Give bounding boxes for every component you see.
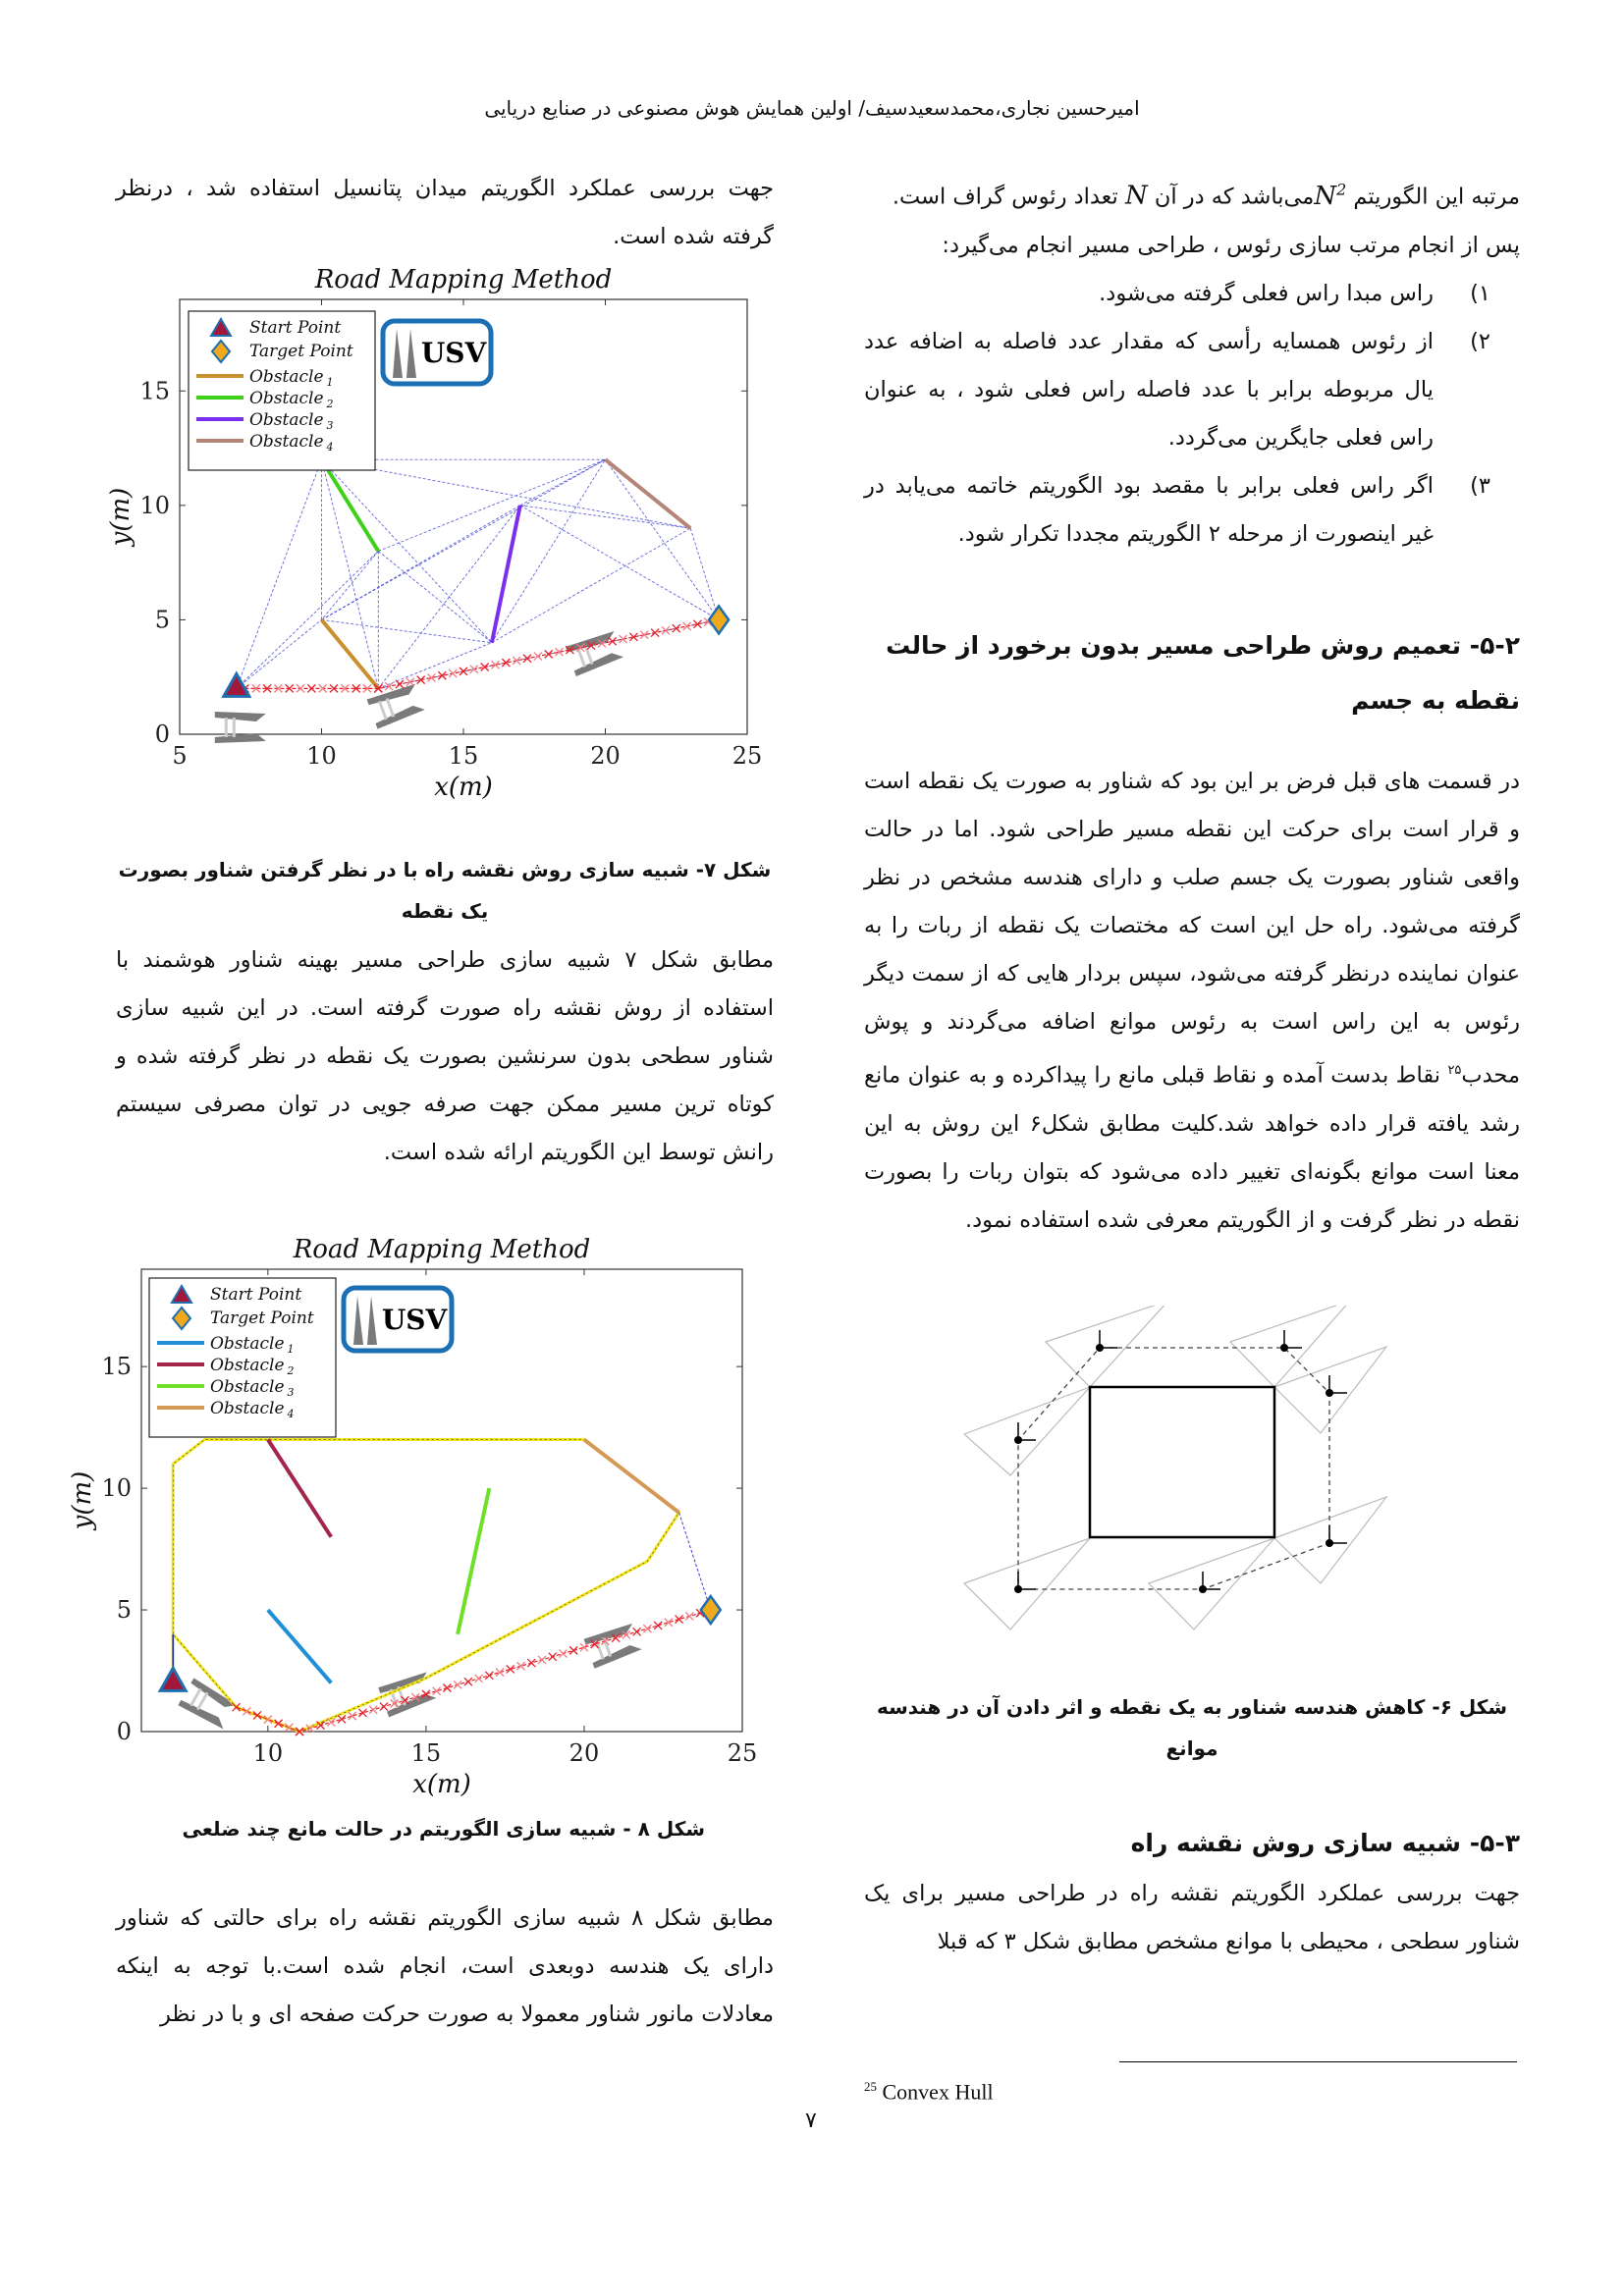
legend-subscript: 3 (287, 1386, 295, 1399)
figure-8-chart (59, 1227, 766, 1806)
chart-title: Road Mapping Method (293, 1235, 591, 1264)
chart-legend (189, 311, 375, 470)
para-text: در قسمت های قبل فرض بر این بود که شناور به صورت یک نقطه است و قرار است برای حرکت این نقطه مسیر طراحی شود. اما در حالت واقعی شناور بصورت یک جسم صلب و دارای هندسه مشخص در نظر گرفته می‌شود. راه حل این است که مختصات یک نقطه از ربات را به عنوان نماینده درنظر گرفته می‌شود، سپس بردار هایی که از سمت دیگر رئوس به این راس است به رئوس موانع اضافه می‌گردند و پوش محدب (864, 769, 1520, 1089)
math-n-2: N (1124, 181, 1148, 211)
footprint-triangle (1149, 1538, 1274, 1629)
intro-paragraph (864, 165, 1520, 222)
footnote (864, 2079, 994, 2105)
x-tick-label: 10 (252, 1739, 284, 1767)
figure-6-diagram (943, 1306, 1394, 1649)
intro-text-2: می‌باشد که در آن (1147, 184, 1315, 210)
legend-label: Start Point (210, 1285, 302, 1305)
legend-label: Obstacle $_2$ (249, 389, 334, 410)
x-tick-label: 20 (590, 742, 621, 770)
list-item (864, 318, 1520, 462)
legend-subscript: 2 (326, 398, 334, 410)
section-5-2-paragraph (864, 758, 1520, 1245)
obstacle-rectangle (1090, 1387, 1274, 1537)
footprint-triangle (964, 1387, 1090, 1475)
list-text: از رئوس همسایه رأسی که مقدار عدد فاصله به اضافه عدد یال مربوطه برابر با عدد فاصله راس فعلی شود ، به عنوان راس فعلی جایگرین می‌گردد. (864, 328, 1434, 451)
left-continuation-paragraph: جهت بررسی عملکرد الگوریتم میدان پتانسیل استفاده شد ، درنظر گرفته شده است. (116, 176, 774, 249)
section-5-3-paragraph: جهت بررسی عملکرد الگوریتم نقشه راه در طراحی مسیر برای یک شناور سطحی ، محیطی با موانع مشخص مطابق شکل ۳ که قبلا (864, 1881, 1520, 1954)
usv-badge-label: USV (420, 337, 487, 369)
usv-crossbar (233, 718, 236, 737)
x-axis-label: x(m) (412, 1770, 471, 1799)
footprint-triangle (1046, 1306, 1168, 1387)
legend-label: Target Point (210, 1308, 314, 1328)
list-item (864, 270, 1520, 318)
list-number: ۲) (1470, 328, 1490, 354)
y-axis-label: y(m) (68, 1470, 97, 1530)
legend-subscript: 1 (326, 376, 334, 389)
x-tick-label: 10 (306, 742, 337, 770)
list-number: ۳) (1470, 472, 1490, 499)
x-axis-label: x(m) (434, 773, 493, 802)
usv-badge (383, 321, 491, 384)
legend-subscript: 3 (326, 419, 334, 432)
running-header: امیرحسین نجاری،محمدسعیدسیف/ اولین همایش هوش مصنوعی در صنایع دریایی (484, 96, 1140, 120)
x-tick-label: 15 (410, 1739, 442, 1767)
math-exponent: 2 (1336, 180, 1347, 198)
y-tick-label: 15 (139, 377, 170, 405)
section-heading-5-2: ۵-۲- تعمیم روش طراحی مسیر بدون برخورد از حالت نقطه به جسم (886, 631, 1520, 715)
intro-text-1: مرتبه این الگوریتم (1346, 184, 1520, 210)
math-n-squared (1314, 182, 1346, 211)
list-text: راس مبدا راس فعلی گرفته می‌شود. (1099, 280, 1434, 306)
math-n: N (1314, 181, 1337, 211)
page-number: ۷ (805, 2109, 817, 2133)
section-heading-5-3: ۵-۳- شبیه سازی روش نقشه راه (1130, 1829, 1520, 1857)
legend-label: Obstacle $_4$ (210, 1399, 295, 1420)
steps-intro: پس از انجام مرتب سازی رئوس ، طراحی مسیر انجام می‌گیرد: (942, 232, 1520, 258)
y-axis-label: y(m) (106, 487, 135, 547)
y-tick-label: 5 (154, 606, 170, 634)
para-text: نقاط بدست آمده و نقاط قبلی مانع را پیداکرده و به عنوان مانع رشد یافته قرار داده خواهد شد.کلیت مطابق شکل۶ این روش به این معنا است موانع بگونه‌ای تغییر داده می‌شود که بتوان ربات را بصورت نقطه در نظر گرفت و از الگوریتم معرفی شده استفاده نمود. (864, 1062, 1520, 1233)
figure-8-caption: شکل ۸ - شبیه سازی الگوریتم در حالت مانع چند ضلعی (182, 1817, 705, 1841)
list-number: ۱) (1470, 280, 1490, 306)
footnote-reference[interactable]: ۲۵ (1447, 1063, 1462, 1078)
footprint-triangle (964, 1538, 1090, 1629)
usv-crossbar (225, 718, 228, 737)
usv-badge-label: USV (381, 1304, 448, 1336)
figure-6-caption: شکل ۶- کاهش هندسه شناور به یک نقطه و اثر دادن آن در هندسه موانع (876, 1695, 1508, 1760)
footprint-triangle (1230, 1306, 1350, 1387)
legend-label: Obstacle $_3$ (249, 410, 334, 432)
legend-label: Obstacle $_1$ (249, 367, 334, 389)
legend-subscript: 1 (287, 1343, 295, 1356)
y-tick-label: 0 (154, 721, 170, 748)
legend-label: Obstacle $_1$ (210, 1334, 295, 1356)
list-text: اگر راس فعلی برابر با مقصد بود الگوریتم خاتمه می‌یابد در غیر اینصورت از مرحله ۲ الگوریتم مجددا تکرار شود. (864, 472, 1434, 547)
reference-frames (1014, 1330, 1347, 1593)
legend-label: Target Point (249, 342, 353, 361)
footnote-number: 25 (864, 2079, 877, 2094)
x-tick-label: 25 (731, 742, 763, 770)
legend-label: Obstacle $_3$ (210, 1377, 295, 1399)
x-tick-label: 15 (448, 742, 479, 770)
x-tick-label: 5 (172, 742, 188, 770)
legend-subscript: 2 (287, 1364, 295, 1377)
footnote-separator (1119, 2061, 1517, 2062)
figure-7-paragraph: مطابق شکل ۷ شبیه سازی طراحی مسیر بهینه شناور هوشمند با استفاده از روش نقشه راه صورت گرفته است. در این شبیه سازی شناور سطحی بدون سرنشین بصورت یک نقطه در نظر گرفته شده و کوتاه ترین مسیر ممکن جهت صرفه جویی در توان مصرفی سیستم رانش توسط این الگوریتم ارائه شده است. (116, 947, 775, 1165)
legend-subscript: 4 (287, 1408, 295, 1420)
y-tick-label: 5 (116, 1596, 132, 1625)
legend-label: Obstacle $_2$ (210, 1356, 295, 1377)
x-tick-label: 25 (727, 1739, 758, 1767)
legend-label: Start Point (249, 318, 342, 338)
x-tick-label: 20 (568, 1739, 600, 1767)
usv-footprint-shapes (964, 1306, 1386, 1629)
y-tick-label: 0 (116, 1718, 132, 1745)
intro-text-3: تعداد رئوس گراف است. (892, 184, 1125, 210)
y-tick-label: 15 (101, 1353, 132, 1381)
figure-8-paragraph: مطابق شکل ۸ شبیه سازی الگوریتم نقشه راه برای حالتی که شناور دارای یک هندسه دوبعدی است، انجام شده است.با توجه به اینکه معادلات مانور شناور معمولا به صورت حرکت صفحه ای و با در نظر (116, 1905, 774, 2027)
footnote-text: Convex Hull (882, 2079, 994, 2105)
y-tick-label: 10 (139, 491, 170, 519)
legend-label: Obstacle $_4$ (249, 432, 334, 454)
usv-badge (344, 1288, 452, 1351)
legend-subscript: 4 (326, 441, 334, 454)
y-tick-label: 10 (101, 1474, 132, 1503)
chart-legend (149, 1278, 336, 1437)
right-column (864, 165, 1520, 559)
figure-7-caption: شکل ۷- شبیه سازی روش نقشه راه با در نظر گرفتن شناور بصورت یک نقطه (118, 858, 772, 923)
list-item (864, 462, 1520, 559)
figure-7-chart (98, 260, 766, 810)
chart-title: Road Mapping Method (314, 265, 613, 294)
